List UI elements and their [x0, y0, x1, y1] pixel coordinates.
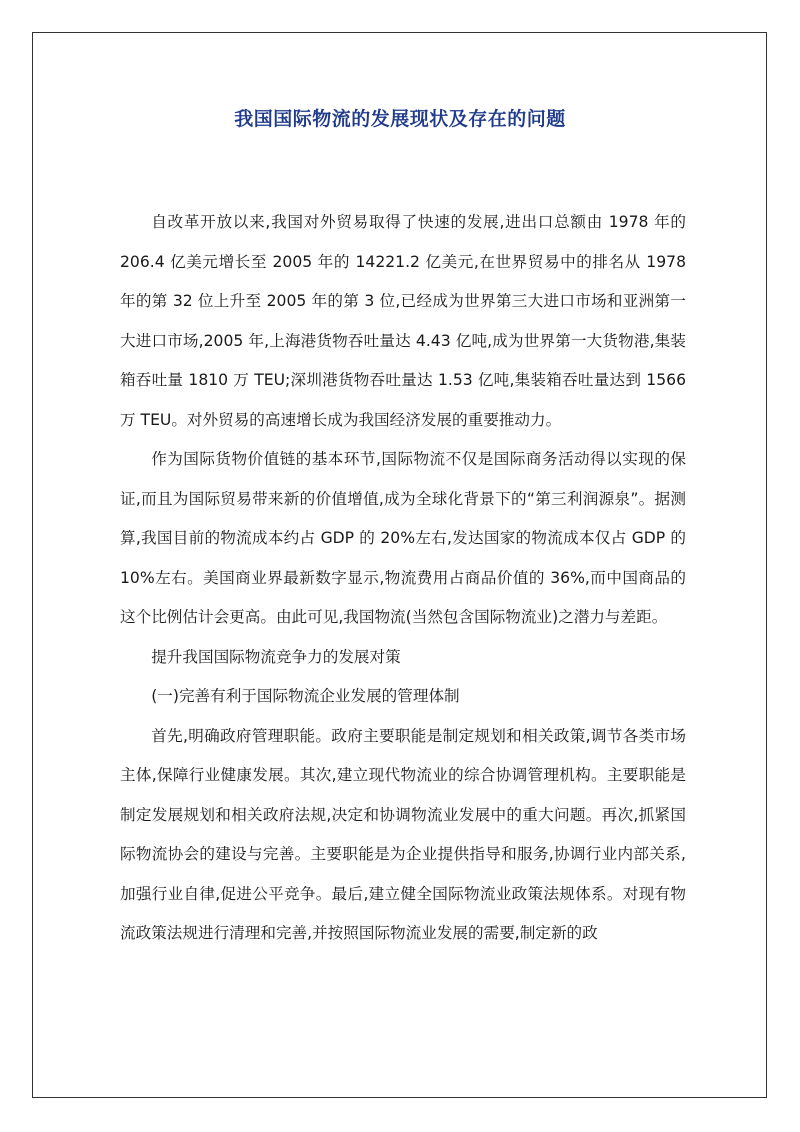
paragraph-trade-growth: 自改革开放以来,我国对外贸易取得了快速的发展,进出口总额由 1978 年的 206.4 亿美元增长至 2005 年的 14221.2 亿美元,在世界贸易中的排名从 1978 年的第 32 位上升至 2005 年的第 3 位,已经成为世界第三大进口市场和亚洲第一大进口市场,2005 年,上海港货物吞吐量达 4.43 亿吨,成为世界第一大货物港,集装箱吞吐量 1810 万 TEU;深圳港货物吞吐量达 1.53 亿吨,集装箱吞吐量达到 1566 万 TEU。对外贸易的高速增长成为我国经济发展的重要推动力。 — [120, 213, 686, 429]
document-body — [120, 203, 686, 954]
section-heading-strategies: 提升我国国际物流竞争力的发展对策 — [151, 647, 401, 666]
document-title: 我国国际物流的发展现状及存在的问题 — [234, 108, 566, 130]
subsection-heading-management: (一)完善有利于国际物流企业发展的管理体制 — [151, 687, 460, 705]
paragraph-logistics-value: 作为国际货物价值链的基本环节,国际物流不仅是国际商务活动得以实现的保证,而且为国际贸易带来新的价值增值,成为全球化背景下的“第三利润源泉”。据测算,我国目前的物流成本约占 GDP 的 20%左右,发达国家的物流成本仅占 GDP 的 10%左右。美国商业界最新数字显示,物流费用占商品价值的 36%,而中国商品的这个比例估计会更高。由此可见,我国物流(当然包含国际物流业)之潜力与差距。 — [120, 450, 686, 626]
paragraph-management-measures: 首先,明确政府管理职能。政府主要职能是制定规划和相关政策,调节各类市场主体,保障行业健康发展。其次,建立现代物流业的综合协调管理机构。主要职能是制定发展规划和相关政府法规,决定和协调物流业发展中的重大问题。再次,抓紧国际物流协会的建设与完善。主要职能是为企业提供指导和服务,协调行业内部关系,加强行业自律,促进公平竞争。最后,建立健全国际物流业政策法规体系。对现有物流政策法规进行清理和完善,并按照国际物流业发展的需要,制定新的政 — [120, 726, 686, 942]
